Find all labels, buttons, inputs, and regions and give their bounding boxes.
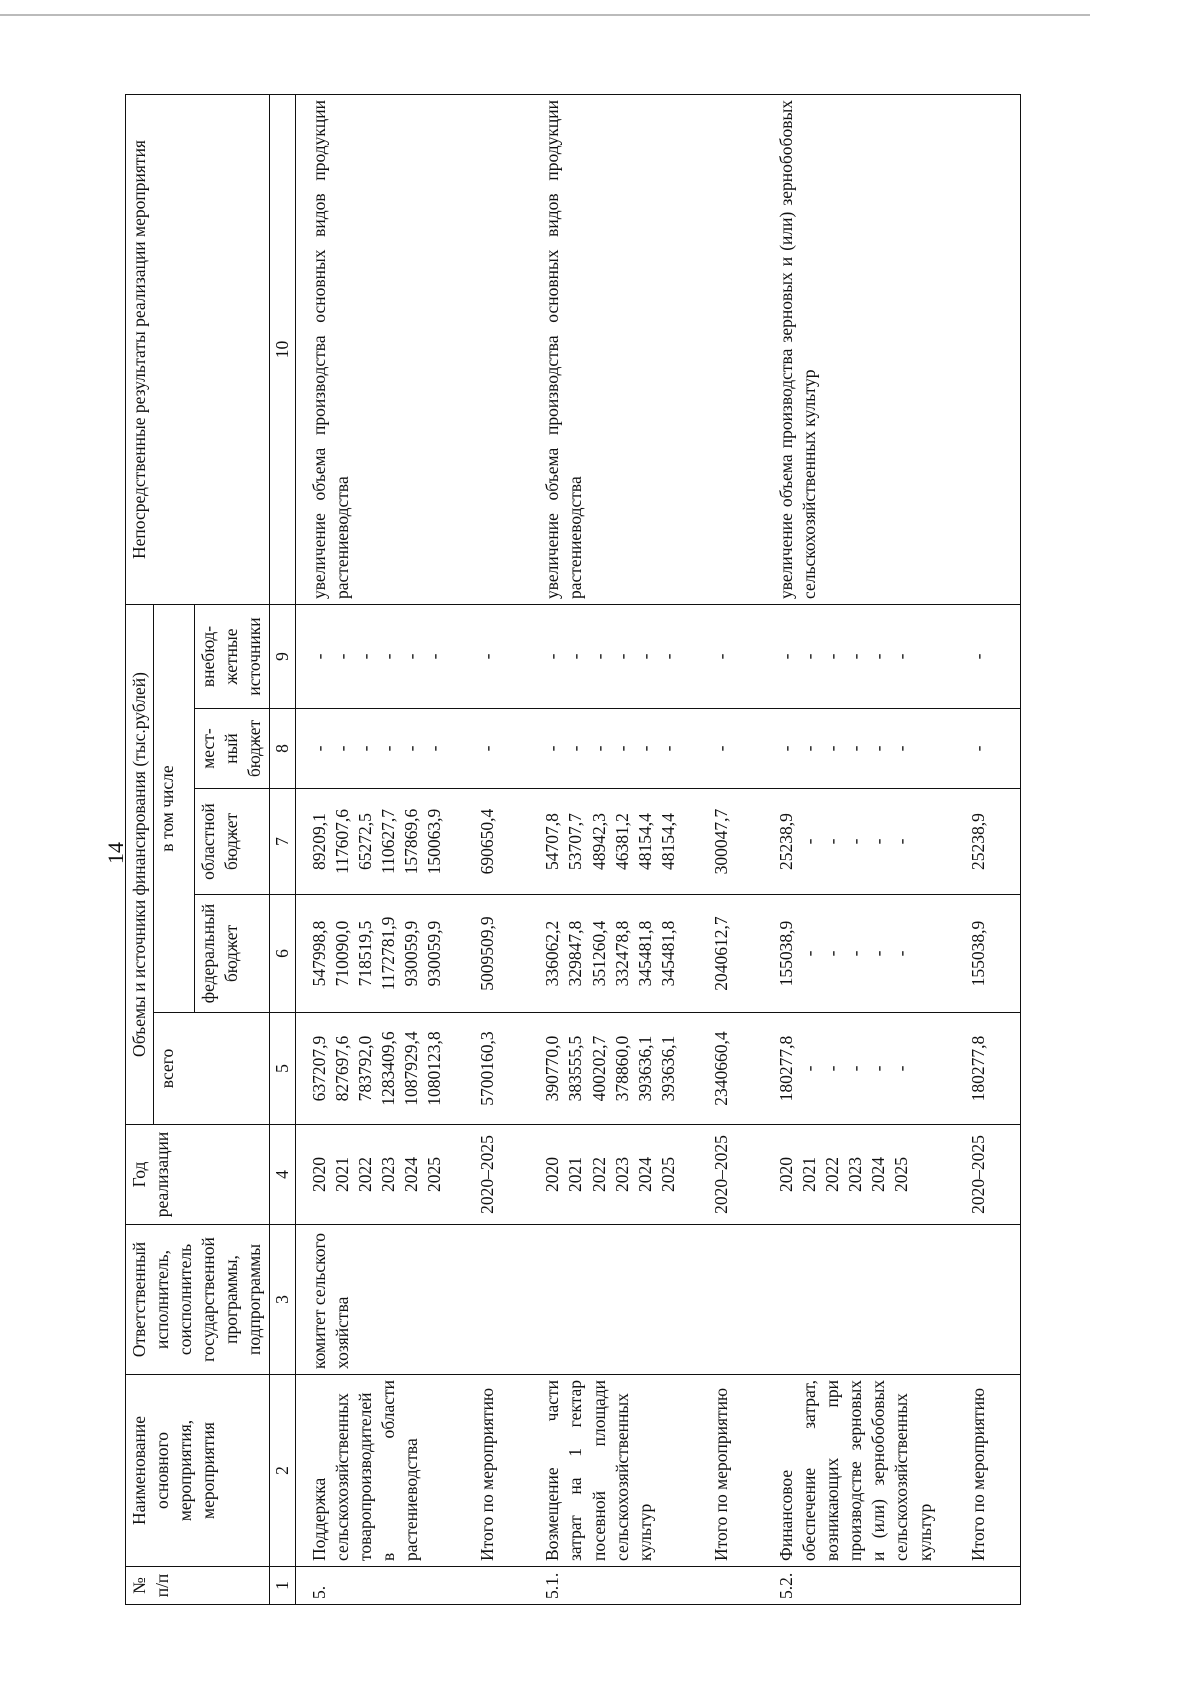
local-value: -: [845, 745, 866, 752]
total-value: 393636,1: [657, 1035, 678, 1102]
total-value: -: [845, 1065, 866, 1072]
total-local: -: [682, 709, 763, 789]
total-value: -: [799, 1065, 820, 1072]
total: [529, 1013, 682, 1125]
header-federal: федеральный бюджет: [195, 895, 269, 1013]
local-value: -: [657, 745, 678, 752]
local-value: -: [822, 745, 843, 752]
offbudget-value: -: [565, 653, 586, 660]
total-regional: 25238,9: [939, 789, 1021, 895]
federal-value: 710090,0: [331, 920, 352, 987]
federal-value: 930059,9: [424, 920, 445, 987]
federal-value: -: [822, 950, 843, 957]
financing-table: [125, 94, 1021, 1605]
total-value: 378860,0: [611, 1035, 632, 1102]
column-number: 7: [269, 789, 295, 895]
local-value: -: [377, 745, 398, 752]
total-offbudget: -: [939, 605, 1021, 709]
result: увеличение объема производства основных видов продукции растениеводства: [295, 95, 448, 605]
header-regional: областной бюджет: [195, 789, 269, 895]
years-value: 2023: [611, 1157, 632, 1192]
offbudget-value: -: [588, 653, 609, 660]
column-number: 2: [269, 1375, 295, 1567]
header-num: № п/п: [126, 1567, 270, 1605]
offbudget: [529, 605, 682, 709]
total-local: -: [448, 709, 529, 789]
local-value: -: [891, 745, 912, 752]
total-executor: [448, 1225, 529, 1375]
years-value: 2021: [331, 1157, 352, 1192]
header-local: мест-ный бюджет: [195, 709, 269, 789]
row-number: 5.2.: [763, 1567, 939, 1605]
regional-value: 48154,4: [657, 813, 678, 870]
header-including: в том числе: [154, 605, 195, 1013]
years-value: 2020: [775, 1157, 796, 1192]
total-result: [682, 95, 763, 605]
total-regional: 300047,7: [682, 789, 763, 895]
years-value: 2025: [891, 1157, 912, 1192]
years-value: 2021: [799, 1157, 820, 1192]
years: [763, 1125, 939, 1225]
total-value: 400202,7: [588, 1035, 609, 1102]
federal-value: -: [799, 950, 820, 957]
regional-value: 25238,9: [775, 813, 796, 870]
executor: комитет сельского хозяйства: [295, 1225, 448, 1375]
years-value: 2020: [308, 1157, 329, 1192]
column-number: 1: [269, 1567, 295, 1605]
total-years: 2020–2025: [682, 1125, 763, 1225]
executor: [763, 1225, 939, 1375]
years-value: 2023: [377, 1157, 398, 1192]
total-sum: 2340660,4: [682, 1013, 763, 1125]
regional-value: 53707,7: [565, 813, 586, 870]
federal: [763, 895, 939, 1013]
table-row: [763, 95, 939, 1605]
table-row: [295, 95, 448, 1605]
regional: [763, 789, 939, 895]
federal-value: 336062,2: [542, 920, 563, 987]
total-years: 2020–2025: [939, 1125, 1021, 1225]
local-value: -: [868, 745, 889, 752]
offbudget-value: -: [331, 653, 352, 660]
column-number: 4: [269, 1125, 295, 1225]
federal: [295, 895, 448, 1013]
years-value: 2022: [588, 1157, 609, 1192]
offbudget-value: -: [822, 653, 843, 660]
total-regional: 690650,4: [448, 789, 529, 895]
regional-value: -: [822, 838, 843, 845]
years: [295, 1125, 448, 1225]
regional-value: 150063,9: [424, 808, 445, 875]
federal-value: -: [891, 950, 912, 957]
regional-value: 54707,8: [542, 813, 563, 870]
years: [529, 1125, 682, 1225]
regional-value: 65272,5: [354, 813, 375, 870]
offbudget-value: -: [775, 653, 796, 660]
regional-value: -: [845, 838, 866, 845]
total-sum: 5700160,3: [448, 1013, 529, 1125]
total-value: 827697,6: [331, 1035, 352, 1102]
local-value: -: [331, 745, 352, 752]
header-executor: Ответственный исполнитель, соисполнитель государственной программы, подпрограммы: [126, 1225, 270, 1375]
header-name: Наименование основного мероприятия, мероприятия: [126, 1375, 270, 1567]
column-number: 5: [269, 1013, 295, 1125]
local-value: -: [354, 745, 375, 752]
offbudget-value: -: [799, 653, 820, 660]
offbudget-value: -: [657, 653, 678, 660]
activity-name: Финансовое обеспечение затрат, возникающих при производстве зерновых и (или) зернобобовых сельскохозяйственных культур: [763, 1375, 939, 1567]
row-number: 5.: [295, 1567, 448, 1605]
local-value: -: [634, 745, 655, 752]
column-number: 6: [269, 895, 295, 1013]
federal-value: 718519,5: [354, 920, 375, 987]
total-federal: 155038,9: [939, 895, 1021, 1013]
regional: [295, 789, 448, 895]
column-number: 8: [269, 709, 295, 789]
regional-value: 46381,2: [611, 813, 632, 870]
header-finance: Объемы и источники финансирования (тыс.рублей): [126, 605, 154, 1125]
total-value: 383555,5: [565, 1035, 586, 1102]
offbudget-value: -: [377, 653, 398, 660]
column-number: 3: [269, 1225, 295, 1375]
federal-value: 930059,9: [401, 920, 422, 987]
offbudget-value: -: [542, 653, 563, 660]
years-value: 2024: [401, 1157, 422, 1192]
total-years: 2020–2025: [448, 1125, 529, 1225]
total-value: -: [868, 1065, 889, 1072]
regional-value: 48942,3: [588, 813, 609, 870]
column-numbers-row: [269, 95, 295, 1605]
local-value: -: [401, 745, 422, 752]
page-number: 14: [103, 842, 128, 864]
regional-value: 157869,6: [401, 808, 422, 875]
local-value: -: [588, 745, 609, 752]
total-value: 180277,8: [775, 1035, 796, 1102]
row-number: 5.1.: [529, 1567, 682, 1605]
offbudget-value: -: [611, 653, 632, 660]
total-sum: 180277,8: [939, 1013, 1021, 1125]
total-label: Итого по мероприятию: [939, 1375, 1021, 1567]
header-year: Год реализации: [126, 1125, 270, 1225]
regional-value: 117607,6: [331, 809, 352, 874]
years-value: 2022: [822, 1157, 843, 1192]
column-number: 9: [269, 605, 295, 709]
offbudget-value: -: [891, 653, 912, 660]
regional: [529, 789, 682, 895]
offbudget-value: -: [308, 653, 329, 660]
federal-value: 1172781,9: [377, 916, 398, 991]
activity-name: Возмещение части затрат на 1 гектар посевной площади сельскохозяйственных культур: [529, 1375, 682, 1567]
executor: [529, 1225, 682, 1375]
federal: [529, 895, 682, 1013]
federal-value: 332478,8: [611, 920, 632, 987]
column-number: 10: [269, 95, 295, 605]
total-value: 783792,0: [354, 1035, 375, 1102]
federal-value: 329847,8: [565, 920, 586, 987]
total: [295, 1013, 448, 1125]
total-executor: [682, 1225, 763, 1375]
regional-value: 89209,1: [308, 813, 329, 870]
regional-value: -: [891, 838, 912, 845]
activity-name: Поддержка сельскохозяйственных товаропроизводителей в области растениеводства: [295, 1375, 448, 1567]
offbudget-value: -: [424, 653, 445, 660]
years-value: 2022: [354, 1157, 375, 1192]
local-value: -: [308, 745, 329, 752]
local-value: -: [542, 745, 563, 752]
total-value: 393636,1: [634, 1035, 655, 1102]
offbudget-value: -: [354, 653, 375, 660]
rotated-page: [125, 95, 1155, 1605]
offbudget-value: -: [845, 653, 866, 660]
total: [763, 1013, 939, 1125]
total-local: -: [939, 709, 1021, 789]
local-value: -: [565, 745, 586, 752]
federal-value: 345481,8: [657, 920, 678, 987]
federal-value: -: [868, 950, 889, 957]
total-label: Итого по мероприятию: [448, 1375, 529, 1567]
total-row: [939, 95, 1021, 1605]
offbudget: [295, 605, 448, 709]
regional-value: -: [868, 838, 889, 845]
federal-value: 345481,8: [634, 920, 655, 987]
federal-value: -: [845, 950, 866, 957]
total-result: [448, 95, 529, 605]
total-value: 390770,0: [542, 1035, 563, 1102]
total-result: [939, 95, 1021, 605]
top-rule: [0, 14, 1090, 16]
result: увеличение объема производства основных видов продукции растениеводства: [529, 95, 682, 605]
local: [295, 709, 448, 789]
total-value: -: [822, 1065, 843, 1072]
federal-value: 547998,8: [308, 920, 329, 987]
federal-value: 351260,4: [588, 920, 609, 987]
offbudget: [763, 605, 939, 709]
table-body: [295, 95, 1020, 1605]
total-offbudget: -: [682, 605, 763, 709]
years-value: 2025: [657, 1157, 678, 1192]
total-row: [682, 95, 763, 1605]
local-value: -: [611, 745, 632, 752]
local-value: -: [799, 745, 820, 752]
offbudget-value: -: [634, 653, 655, 660]
header-results: Непосредственные результаты реализации мероприятия: [126, 95, 270, 605]
total-offbudget: -: [448, 605, 529, 709]
years-value: 2024: [868, 1157, 889, 1192]
total-value: 1283409,6: [377, 1031, 398, 1106]
total-value: -: [891, 1065, 912, 1072]
total-executor: [939, 1225, 1021, 1375]
table-row: [529, 95, 682, 1605]
total-federal: 2040612,7: [682, 895, 763, 1013]
years-value: 2025: [424, 1157, 445, 1192]
years-value: 2021: [565, 1157, 586, 1192]
total-row: [448, 95, 529, 1605]
years-value: 2023: [845, 1157, 866, 1192]
header-total: всего: [154, 1013, 269, 1125]
total-row-num: [448, 1567, 529, 1605]
offbudget-value: -: [868, 653, 889, 660]
local: [763, 709, 939, 789]
regional-value: -: [799, 838, 820, 845]
total-value: 637207,9: [308, 1035, 329, 1102]
total-row-num: [682, 1567, 763, 1605]
result: увеличение объема производства зерновых и (или) зернобобовых сельскохозяйственных культур: [763, 95, 939, 605]
total-value: 1087929,4: [401, 1031, 422, 1106]
years-value: 2020: [542, 1157, 563, 1192]
local-value: -: [424, 745, 445, 752]
local-value: -: [775, 745, 796, 752]
header-offbudget: внебюд-жетные источники: [195, 605, 269, 709]
total-label: Итого по мероприятию: [682, 1375, 763, 1567]
local: [529, 709, 682, 789]
regional-value: 48154,4: [634, 813, 655, 870]
total-federal: 5009509,9: [448, 895, 529, 1013]
offbudget-value: -: [401, 653, 422, 660]
years-value: 2024: [634, 1157, 655, 1192]
total-value: 1080123,8: [424, 1031, 445, 1106]
table-header: [126, 95, 296, 1605]
regional-value: 110627,7: [377, 809, 398, 874]
total-row-num: [939, 1567, 1021, 1605]
federal-value: 155038,9: [775, 920, 796, 987]
